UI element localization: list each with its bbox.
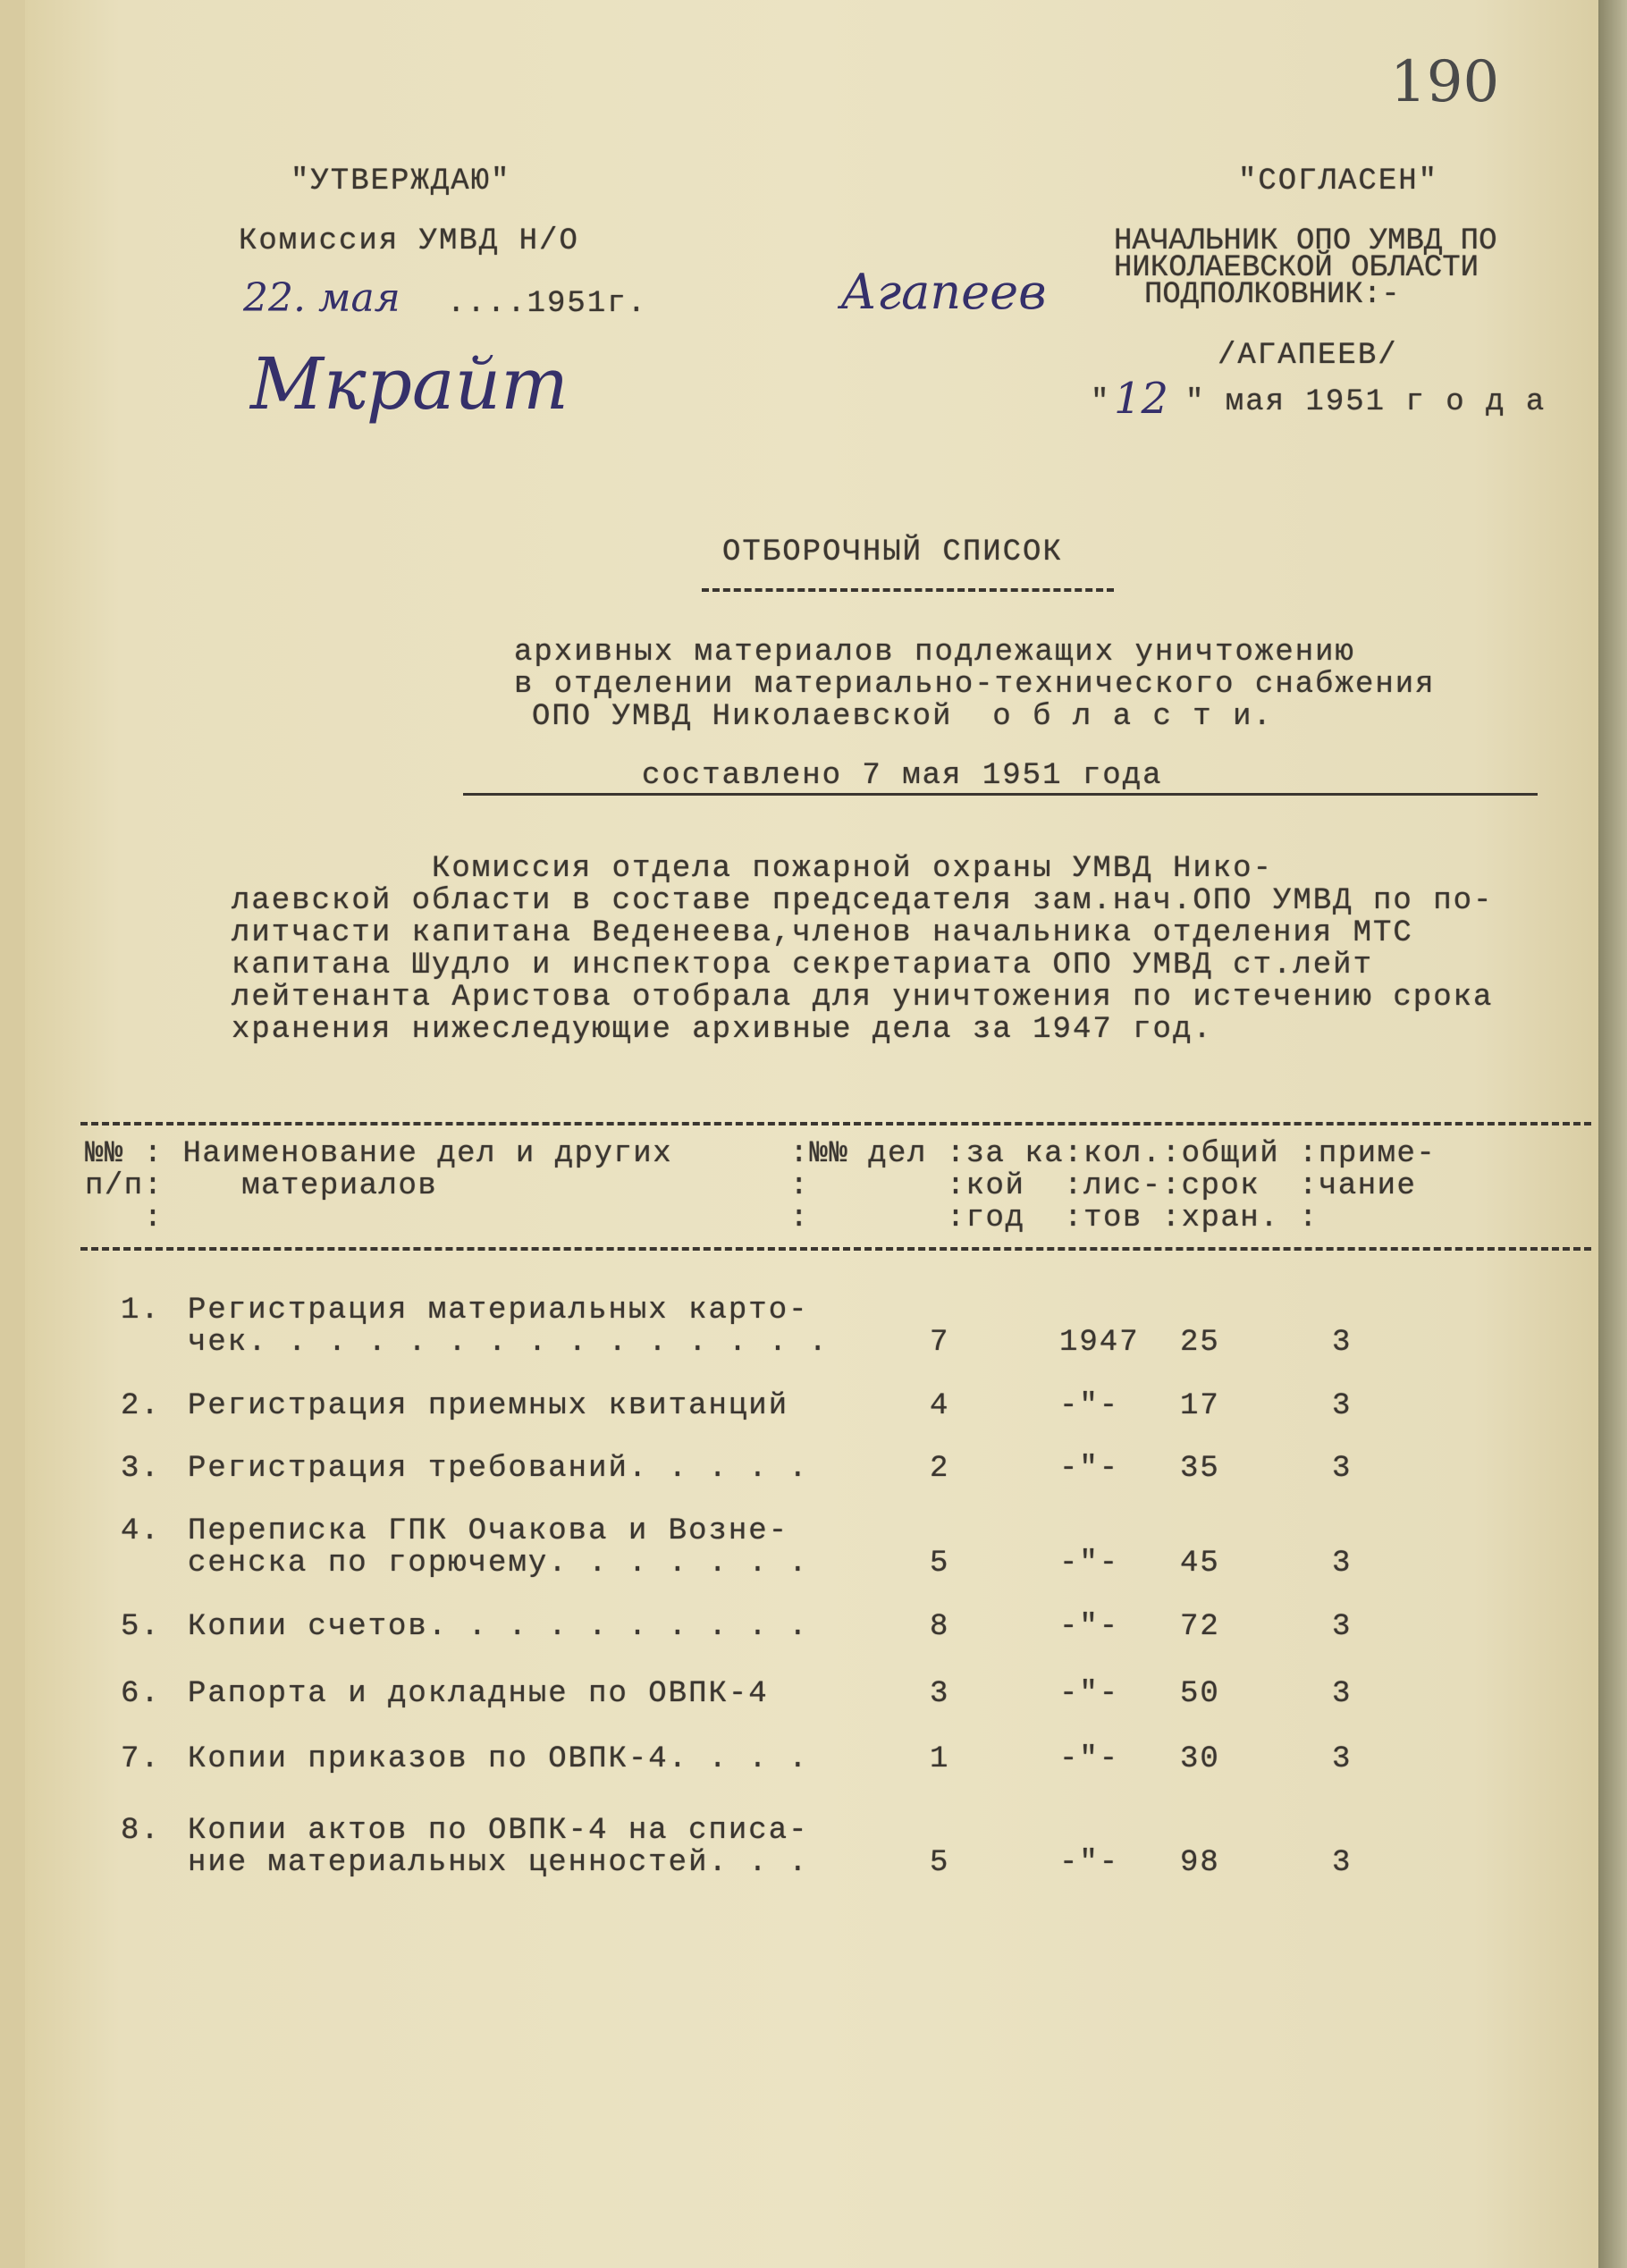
- subtitle-line-3: ОПО УМВД Николаевской о б л а с т и.: [532, 700, 1273, 734]
- row-year: -"-: [1059, 1452, 1120, 1486]
- agree-date-typed: " мая 1951 г о д а: [1185, 385, 1547, 419]
- row-count: 2: [930, 1452, 950, 1486]
- paragraph-line: лейтенанта Аристова отобрала для уничтожения по истечению срока: [232, 981, 1494, 1015]
- row-count: 1: [930, 1742, 950, 1776]
- row-number: 6.: [121, 1677, 161, 1711]
- row-year: 1947: [1059, 1326, 1140, 1360]
- row-year: -"-: [1059, 1610, 1120, 1644]
- agree-date-handwritten: 12: [1114, 374, 1169, 424]
- row-number: 1.: [121, 1294, 161, 1328]
- agree-signature: Агапеев: [840, 264, 1047, 320]
- row-number: 5.: [121, 1610, 161, 1644]
- row-name-line: чек. . . . . . . . . . . . . . .: [188, 1326, 829, 1360]
- row-count: 5: [930, 1846, 950, 1880]
- paragraph-line: лаевской области в составе председателя зам.нач.ОПО УМВД по по-: [232, 884, 1494, 918]
- row-sheets: 35: [1180, 1452, 1220, 1486]
- subtitle-line-1: архивных материалов подлежащих уничтожению: [514, 636, 1355, 670]
- table-header-line: п/п: материалов : :кой :лис-:срок :чание: [85, 1169, 1417, 1203]
- agree-date-quote: ": [1091, 385, 1111, 419]
- table-header-line: : : :год :тов :хран. :: [85, 1201, 1319, 1235]
- row-term: 3: [1332, 1742, 1353, 1776]
- row-term: 3: [1332, 1452, 1353, 1486]
- agree-title: "СОГЛАСЕН": [1238, 164, 1439, 198]
- agree-line-1: НАЧАЛЬНИК ОПО УМВД ПО: [1114, 224, 1497, 258]
- row-term: 3: [1332, 1326, 1353, 1360]
- row-term: 3: [1332, 1547, 1353, 1581]
- document-title: ОТБОРОЧНЫЙ СПИСОК: [722, 535, 1063, 569]
- paragraph-line: капитана Шудло и инспектора секретариата ОПО УМВД ст.лейт: [232, 949, 1373, 982]
- paragraph-line: литчасти капитана Веденеева,членов начальника отделения МТС: [232, 916, 1413, 950]
- row-sheets: 30: [1180, 1742, 1220, 1776]
- row-count: 5: [930, 1547, 950, 1581]
- row-sheets: 50: [1180, 1677, 1220, 1711]
- table-header-rule: [80, 1247, 1591, 1251]
- row-count: 3: [930, 1677, 950, 1711]
- row-count: 4: [930, 1389, 950, 1423]
- table-header-line: №№ : Наименование дел и других :№№ дел :за ка:кол.:общий :приме-: [85, 1137, 1437, 1171]
- row-name-line: Переписка ГПК Очакова и Возне-: [188, 1514, 789, 1548]
- row-sheets: 25: [1180, 1326, 1220, 1360]
- paragraph-line: хранения нижеследующие архивные дела за 1947 год.: [232, 1013, 1213, 1047]
- row-number: 2.: [121, 1389, 161, 1423]
- page-number: 190: [1390, 49, 1500, 115]
- row-term: 3: [1332, 1610, 1353, 1644]
- row-name-line: Рапорта и докладные по ОВПК-4: [188, 1677, 769, 1711]
- approve-org: Комиссия УМВД Н/О: [239, 224, 579, 258]
- approve-date-typed: ....1951г.: [447, 287, 648, 321]
- row-sheets: 98: [1180, 1846, 1220, 1880]
- row-year: -"-: [1059, 1846, 1120, 1880]
- title-underline: [702, 588, 1114, 592]
- agree-line-2: НИКОЛАЕВСКОЙ ОБЛАСТИ: [1114, 251, 1479, 285]
- row-year: -"-: [1059, 1742, 1120, 1776]
- row-number: 4.: [121, 1514, 161, 1548]
- row-term: 3: [1332, 1677, 1353, 1711]
- approve-date-handwritten: 22. мая: [243, 275, 400, 321]
- row-name-line: Регистрация материальных карто-: [188, 1294, 809, 1328]
- row-count: 8: [930, 1610, 950, 1644]
- row-term: 3: [1332, 1846, 1353, 1880]
- row-year: -"-: [1059, 1547, 1120, 1581]
- row-sheets: 17: [1180, 1389, 1220, 1423]
- row-name-line: Копии актов по ОВПК-4 на списа-: [188, 1814, 809, 1848]
- row-number: 7.: [121, 1742, 161, 1776]
- agree-line-3: ПОДПОЛКОВНИК:-: [1144, 278, 1400, 312]
- row-year: -"-: [1059, 1677, 1120, 1711]
- paragraph-line: Комиссия отдела пожарной охраны УМВД Нико-: [232, 852, 1273, 886]
- row-term: 3: [1332, 1389, 1353, 1423]
- row-name-line: Копии приказов по ОВПК-4. . . .: [188, 1742, 809, 1776]
- row-year: -"-: [1059, 1389, 1120, 1423]
- row-name-line: Копии счетов. . . . . . . . . .: [188, 1610, 809, 1644]
- approve-title: "УТВЕРЖДАЮ": [291, 164, 511, 198]
- row-name-line: сенска по горючему. . . . . . .: [188, 1547, 809, 1581]
- table-top-rule: [80, 1122, 1591, 1126]
- row-number: 8.: [121, 1814, 161, 1848]
- row-name-line: Регистрация приемных квитанций: [188, 1389, 789, 1423]
- compiled-underline: [463, 793, 1538, 796]
- compiled-date: составлено 7 мая 1951 года: [642, 759, 1163, 793]
- row-name-line: Регистрация требований. . . . .: [188, 1452, 809, 1486]
- agree-name: /АГАПЕЕВ/: [1218, 339, 1398, 373]
- row-sheets: 72: [1180, 1610, 1220, 1644]
- row-count: 7: [930, 1326, 950, 1360]
- approve-signature: Мкрайт: [250, 342, 569, 426]
- row-sheets: 45: [1180, 1547, 1220, 1581]
- row-name-line: ние материальных ценностей. . .: [188, 1846, 809, 1880]
- subtitle-line-2: в отделении материально-технического снабжения: [514, 668, 1436, 702]
- row-number: 3.: [121, 1452, 161, 1486]
- page-edge: [1598, 0, 1627, 2268]
